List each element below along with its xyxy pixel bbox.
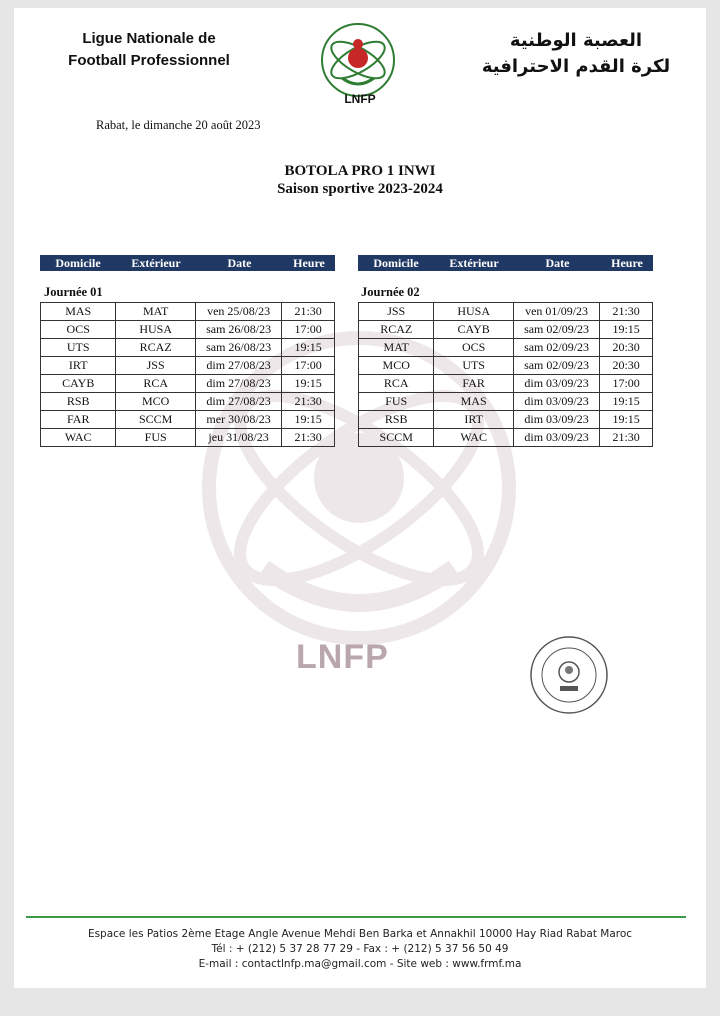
home-team: OCS — [41, 321, 116, 339]
match-date: dim 27/08/23 — [195, 393, 281, 411]
home-team: MCO — [359, 357, 434, 375]
col-heure: Heure — [293, 256, 325, 270]
match-time: 21:30 — [600, 429, 653, 447]
dateline: Rabat, le dimanche 20 août 2023 — [96, 118, 261, 132]
col-exterieur: Extérieur — [131, 256, 181, 270]
home-team: UTS — [41, 339, 116, 357]
doc-title: BOTOLA PRO 1 INWI — [284, 163, 436, 179]
journee-02-table — [358, 302, 653, 447]
match-time: 21:30 — [282, 303, 335, 321]
away-team: HUSA — [434, 303, 513, 321]
table-row — [41, 375, 335, 393]
match-date: sam 26/08/23 — [195, 339, 281, 357]
table-row — [41, 411, 335, 429]
match-time: 20:30 — [600, 357, 653, 375]
away-team: HUSA — [116, 321, 195, 339]
match-date: sam 02/09/23 — [513, 321, 599, 339]
away-team: MCO — [116, 393, 195, 411]
match-date: sam 02/09/23 — [513, 339, 599, 357]
match-date: jeu 31/08/23 — [195, 429, 281, 447]
match-date: dim 03/09/23 — [513, 411, 599, 429]
table-row — [41, 357, 335, 375]
table-row — [359, 393, 653, 411]
org-name-ar-line1: العصبة الوطنية — [509, 30, 643, 51]
footer-phone-fax: Tél : + (212) 5 37 28 77 29 - Fax : + (212) 5 37 56 50 49 — [211, 943, 509, 955]
journee-01-table — [40, 302, 335, 447]
org-name-ar-line2: لكرة القدم الاحترافية — [481, 56, 671, 77]
match-time: 21:30 — [282, 393, 335, 411]
col-date: Date — [545, 256, 570, 270]
document-page — [14, 8, 706, 988]
away-team: RCA — [116, 375, 195, 393]
table-header-left — [40, 255, 335, 271]
col-domicile: Domicile — [373, 256, 419, 270]
home-team: SCCM — [359, 429, 434, 447]
org-name-arabic — [466, 28, 686, 80]
match-date: dim 03/09/23 — [513, 375, 599, 393]
away-team: MAS — [434, 393, 513, 411]
table-row — [359, 321, 653, 339]
table-row — [41, 339, 335, 357]
table-row — [41, 303, 335, 321]
match-time: 19:15 — [600, 393, 653, 411]
away-team: FAR — [434, 375, 513, 393]
away-team: WAC — [434, 429, 513, 447]
away-team: FUS — [116, 429, 195, 447]
table-row — [359, 339, 653, 357]
doc-subtitle: Saison sportive 2023-2024 — [277, 181, 443, 197]
match-date: dim 03/09/23 — [513, 393, 599, 411]
table-row — [359, 375, 653, 393]
table-row — [41, 321, 335, 339]
official-stamp-icon — [528, 634, 610, 716]
journee-02-label: Journée 02 — [361, 285, 420, 299]
match-time: 20:30 — [600, 339, 653, 357]
org-name-fr-line1: Ligue Nationale de — [82, 30, 216, 47]
lnfp-logo-icon — [302, 18, 414, 122]
match-time: 21:30 — [600, 303, 653, 321]
away-team: SCCM — [116, 411, 195, 429]
away-team: JSS — [116, 357, 195, 375]
watermark-text: LNFP — [296, 638, 389, 676]
home-team: RCAZ — [359, 321, 434, 339]
home-team: FUS — [359, 393, 434, 411]
footer-address: Espace les Patios 2ème Etage Angle Avenue Mehdi Ben Barka et Annakhil 10000 Hay Riad Rabat Maroc — [87, 928, 633, 940]
match-time: 19:15 — [282, 375, 335, 393]
journee-01-label: Journée 01 — [44, 285, 103, 299]
col-date: Date — [227, 256, 252, 270]
match-time: 19:15 — [282, 339, 335, 357]
home-team: RSB — [359, 411, 434, 429]
footer-divider — [26, 916, 686, 918]
away-team: CAYB — [434, 321, 513, 339]
home-team: JSS — [359, 303, 434, 321]
match-time: 19:15 — [600, 411, 653, 429]
table-header-right — [358, 255, 653, 271]
home-team: MAS — [41, 303, 116, 321]
match-date: dim 27/08/23 — [195, 375, 281, 393]
away-team: RCAZ — [116, 339, 195, 357]
footer-email-web: E-mail : contactlnfp.ma@gmail.com - Site web : www.frmf.ma — [198, 958, 522, 970]
col-heure: Heure — [611, 256, 643, 270]
match-date: mer 30/08/23 — [195, 411, 281, 429]
match-time: 17:00 — [600, 375, 653, 393]
match-time: 17:00 — [282, 357, 335, 375]
match-date: ven 25/08/23 — [195, 303, 281, 321]
away-team: OCS — [434, 339, 513, 357]
table-row — [41, 393, 335, 411]
org-name-french — [44, 28, 254, 72]
home-team: CAYB — [41, 375, 116, 393]
home-team: RSB — [41, 393, 116, 411]
home-team: RCA — [359, 375, 434, 393]
logo-text: LNFP — [344, 92, 376, 106]
home-team: MAT — [359, 339, 434, 357]
match-time: 17:00 — [282, 321, 335, 339]
table-row — [359, 429, 653, 447]
table-row — [359, 357, 653, 375]
match-date: ven 01/09/23 — [513, 303, 599, 321]
home-team: IRT — [41, 357, 116, 375]
match-time: 19:15 — [282, 411, 335, 429]
table-row — [359, 411, 653, 429]
match-date: dim 27/08/23 — [195, 357, 281, 375]
table-row — [41, 429, 335, 447]
org-name-fr-line2: Football Professionnel — [68, 52, 230, 69]
match-time: 21:30 — [282, 429, 335, 447]
col-exterieur: Extérieur — [449, 256, 499, 270]
match-date: sam 02/09/23 — [513, 357, 599, 375]
home-team: FAR — [41, 411, 116, 429]
match-time: 19:15 — [600, 321, 653, 339]
away-team: UTS — [434, 357, 513, 375]
table-row — [359, 303, 653, 321]
col-domicile: Domicile — [55, 256, 101, 270]
away-team: MAT — [116, 303, 195, 321]
match-date: sam 26/08/23 — [195, 321, 281, 339]
match-date: dim 03/09/23 — [513, 429, 599, 447]
away-team: IRT — [434, 411, 513, 429]
home-team: WAC — [41, 429, 116, 447]
